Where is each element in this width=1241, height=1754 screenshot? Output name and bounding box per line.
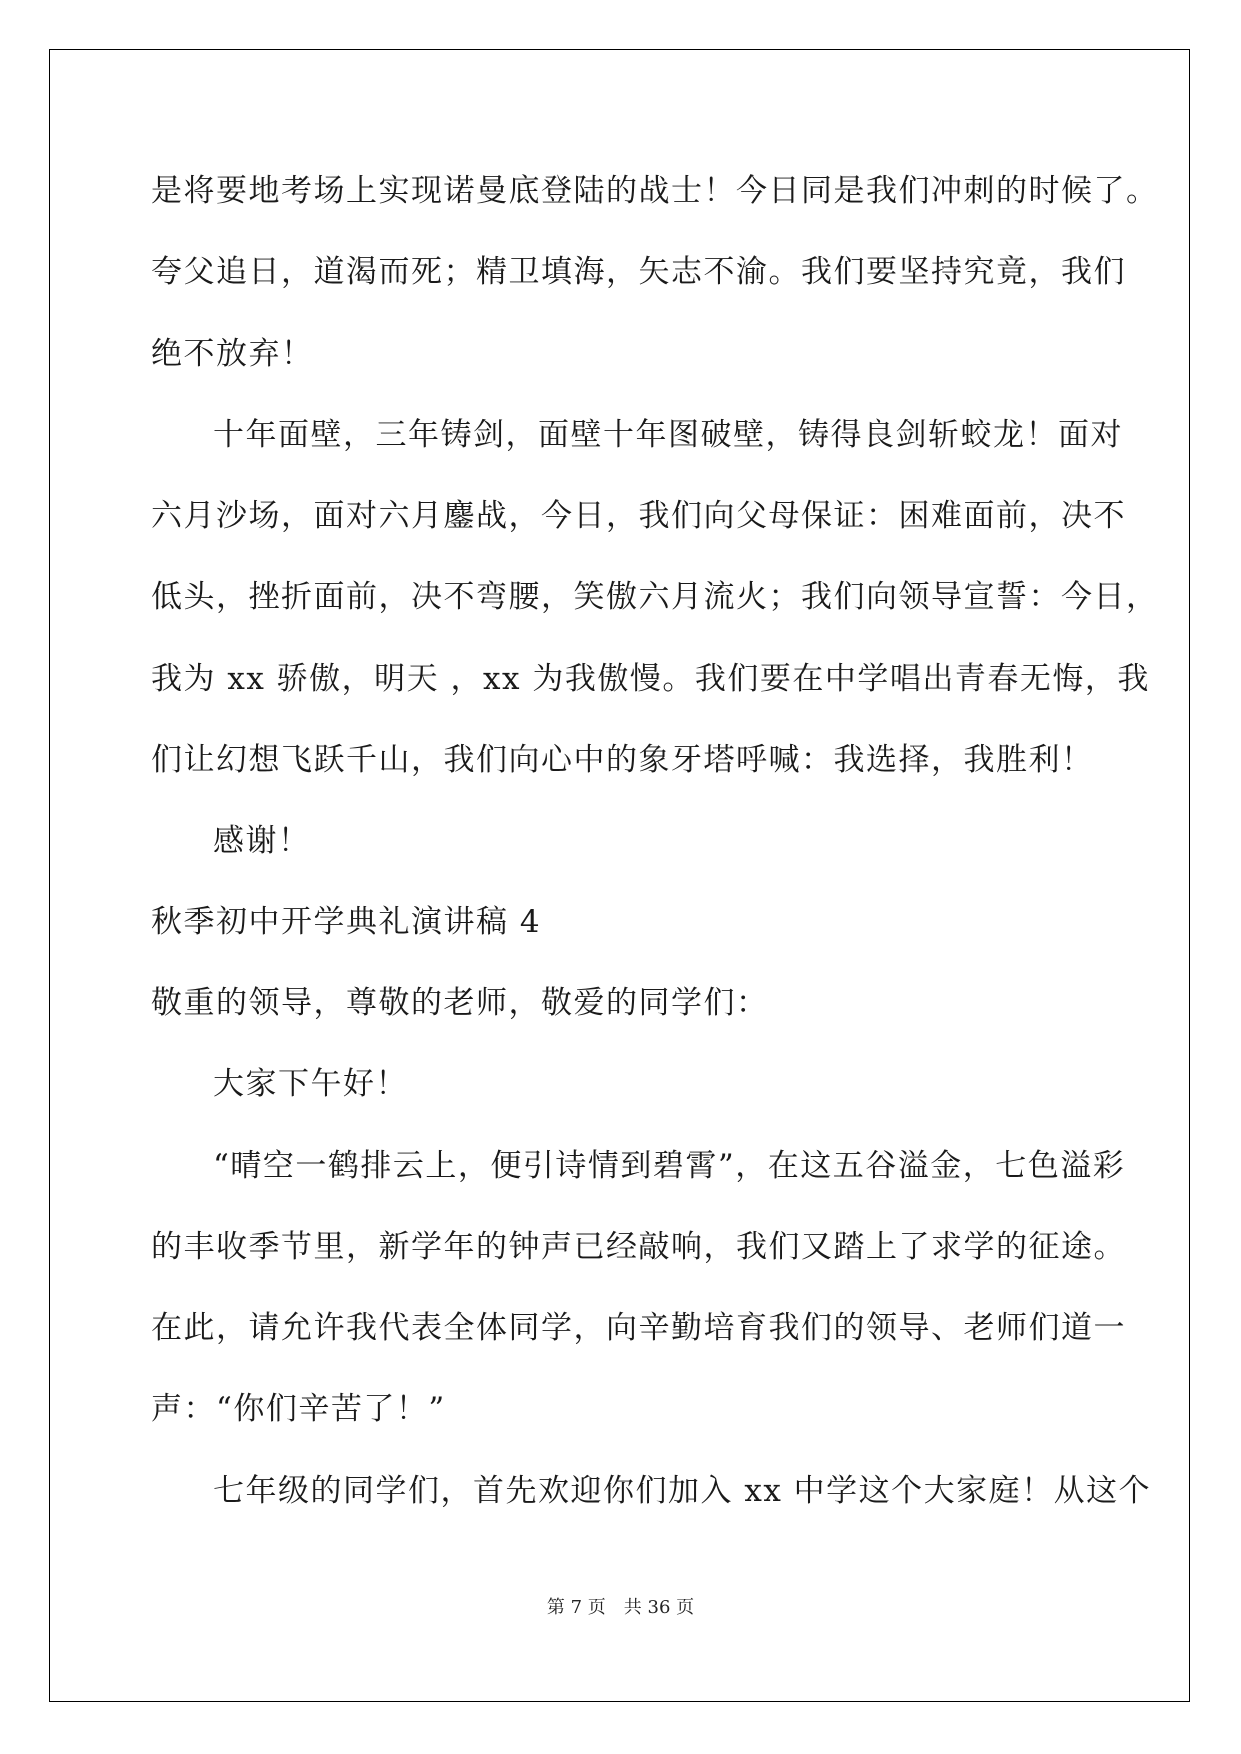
page-total: 共 36 页 [623,1597,695,1618]
body-line: 声：“你们辛苦了！” [151,1391,446,1427]
salutation-line: 敬重的领导，尊敬的老师，敬爱的同学们： [151,985,769,1021]
paragraph-start-line: “晴空一鹤排云上，便引诗情到碧霄”，在这五谷溢金，七色溢彩 [213,1148,1126,1184]
section-heading: 秋季初中开学典礼演讲稿 4 [151,904,542,940]
body-line: 六月沙场，面对六月鏖战，今日，我们向父母保证：困难面前，决不 [151,498,1126,534]
page-border [49,49,1190,1702]
paragraph-start-line: 感谢！ [213,823,311,859]
paragraph-start-line: 十年面壁，三年铸剑，面壁十年图破壁，铸得良剑斩蛟龙！面对 [213,417,1123,453]
body-line: 低头，挫折面前，决不弯腰，笑傲六月流火；我们向领导宣誓：今日， [151,579,1159,615]
page-footer [0,1596,1241,1620]
paragraph-start-line: 大家下午好！ [213,1066,408,1102]
body-line: 夸父追日，道渴而死；精卫填海，矢志不渝。我们要坚持究竟，我们 [151,254,1126,290]
body-line: 在此，请允许我代表全体同学，向辛勤培育我们的领导、老师们道一 [151,1310,1126,1346]
body-line: 绝不放弃！ [151,336,314,372]
body-line: 的丰收季节里，新学年的钟声已经敲响，我们又踏上了求学的征途。 [151,1229,1126,1265]
body-line: 是将要地考场上实现诺曼底登陆的战士！今日同是我们冲刺的时候了。 [151,173,1159,209]
body-line: 我为 xx 骄傲，明天 ，xx 为我傲慢。我们要在中学唱出青春无悔，我 [151,661,1150,697]
body-line: 们让幻想飞跃千山，我们向心中的象牙塔呼喊：我选择，我胜利！ [151,742,1094,778]
paragraph-start-line: 七年级的同学们，首先欢迎你们加入 xx 中学这个大家庭！从这个 [213,1473,1152,1509]
page-number: 第 7 页 [546,1597,606,1618]
